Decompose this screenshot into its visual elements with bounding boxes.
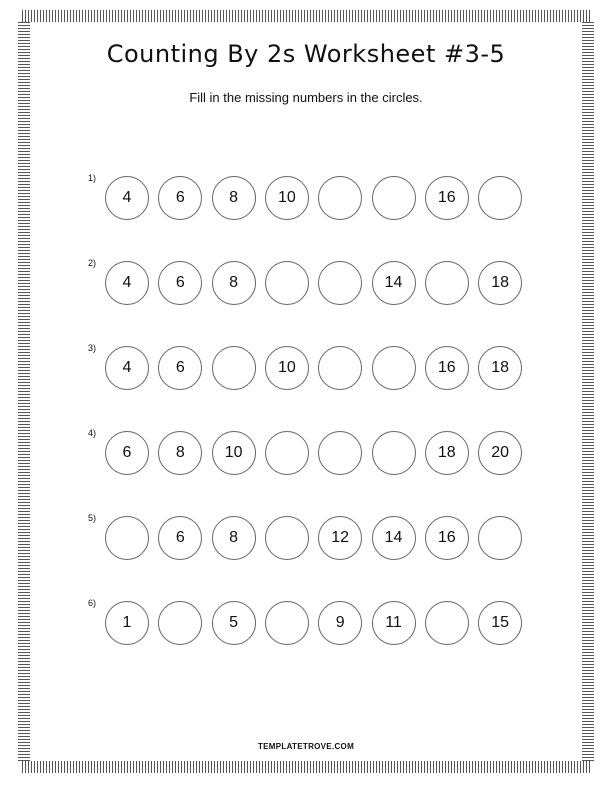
number-circle: 5 (212, 601, 256, 645)
number-circle: 6 (158, 516, 202, 560)
border-top (22, 10, 590, 22)
exercise-row (88, 513, 528, 562)
blank-answer-circle[interactable] (425, 261, 469, 305)
border-left (18, 22, 30, 761)
number-circle: 4 (105, 176, 149, 220)
exercise-row (88, 343, 528, 392)
number-circle: 8 (158, 431, 202, 475)
number-circle: 12 (318, 516, 362, 560)
exercise-row (88, 173, 528, 222)
blank-answer-circle[interactable] (478, 516, 522, 560)
exercise-row (88, 428, 528, 477)
number-circle: 18 (478, 346, 522, 390)
blank-answer-circle[interactable] (318, 261, 362, 305)
border-bottom (22, 761, 590, 773)
row-number: 4) (88, 428, 97, 438)
number-circle: 18 (478, 261, 522, 305)
number-circle: 6 (158, 261, 202, 305)
number-circle: 1 (105, 601, 149, 645)
number-circle: 14 (372, 516, 416, 560)
blank-answer-circle[interactable] (318, 346, 362, 390)
number-circle: 15 (478, 601, 522, 645)
row-number: 3) (88, 343, 97, 353)
instructions: Fill in the missing numbers in the circles. (189, 90, 423, 105)
blank-answer-circle[interactable] (265, 516, 309, 560)
number-circle: 8 (212, 516, 256, 560)
blank-answer-circle[interactable] (425, 601, 469, 645)
number-circle: 11 (372, 601, 416, 645)
blank-answer-circle[interactable] (318, 431, 362, 475)
number-circle: 10 (265, 346, 309, 390)
blank-answer-circle[interactable] (265, 601, 309, 645)
number-circle: 10 (212, 431, 256, 475)
exercise-row (88, 258, 528, 307)
number-circle: 6 (158, 176, 202, 220)
blank-answer-circle[interactable] (158, 601, 202, 645)
number-circle: 16 (425, 516, 469, 560)
blank-answer-circle[interactable] (478, 176, 522, 220)
number-circle: 4 (105, 346, 149, 390)
number-circle: 8 (212, 176, 256, 220)
number-circle: 6 (158, 346, 202, 390)
blank-answer-circle[interactable] (372, 176, 416, 220)
number-circle: 9 (318, 601, 362, 645)
number-circle: 16 (425, 176, 469, 220)
row-number: 1) (88, 173, 97, 183)
blank-answer-circle[interactable] (212, 346, 256, 390)
blank-answer-circle[interactable] (372, 431, 416, 475)
blank-answer-circle[interactable] (372, 346, 416, 390)
number-circle: 20 (478, 431, 522, 475)
border-right (582, 22, 594, 761)
footer-brand: TEMPLATETROVE.COM (257, 742, 355, 751)
worksheet-title: Counting By 2s Worksheet #3-5 (106, 40, 506, 68)
number-circle: 4 (105, 261, 149, 305)
blank-answer-circle[interactable] (265, 431, 309, 475)
row-number: 5) (88, 513, 97, 523)
number-circle: 18 (425, 431, 469, 475)
number-circle: 8 (212, 261, 256, 305)
number-circle: 14 (372, 261, 416, 305)
number-circle: 6 (105, 431, 149, 475)
row-number: 6) (88, 598, 97, 608)
row-number: 2) (88, 258, 97, 268)
blank-answer-circle[interactable] (265, 261, 309, 305)
blank-answer-circle[interactable] (318, 176, 362, 220)
exercise-row (88, 598, 528, 647)
blank-answer-circle[interactable] (105, 516, 149, 560)
number-circle: 16 (425, 346, 469, 390)
number-circle: 10 (265, 176, 309, 220)
